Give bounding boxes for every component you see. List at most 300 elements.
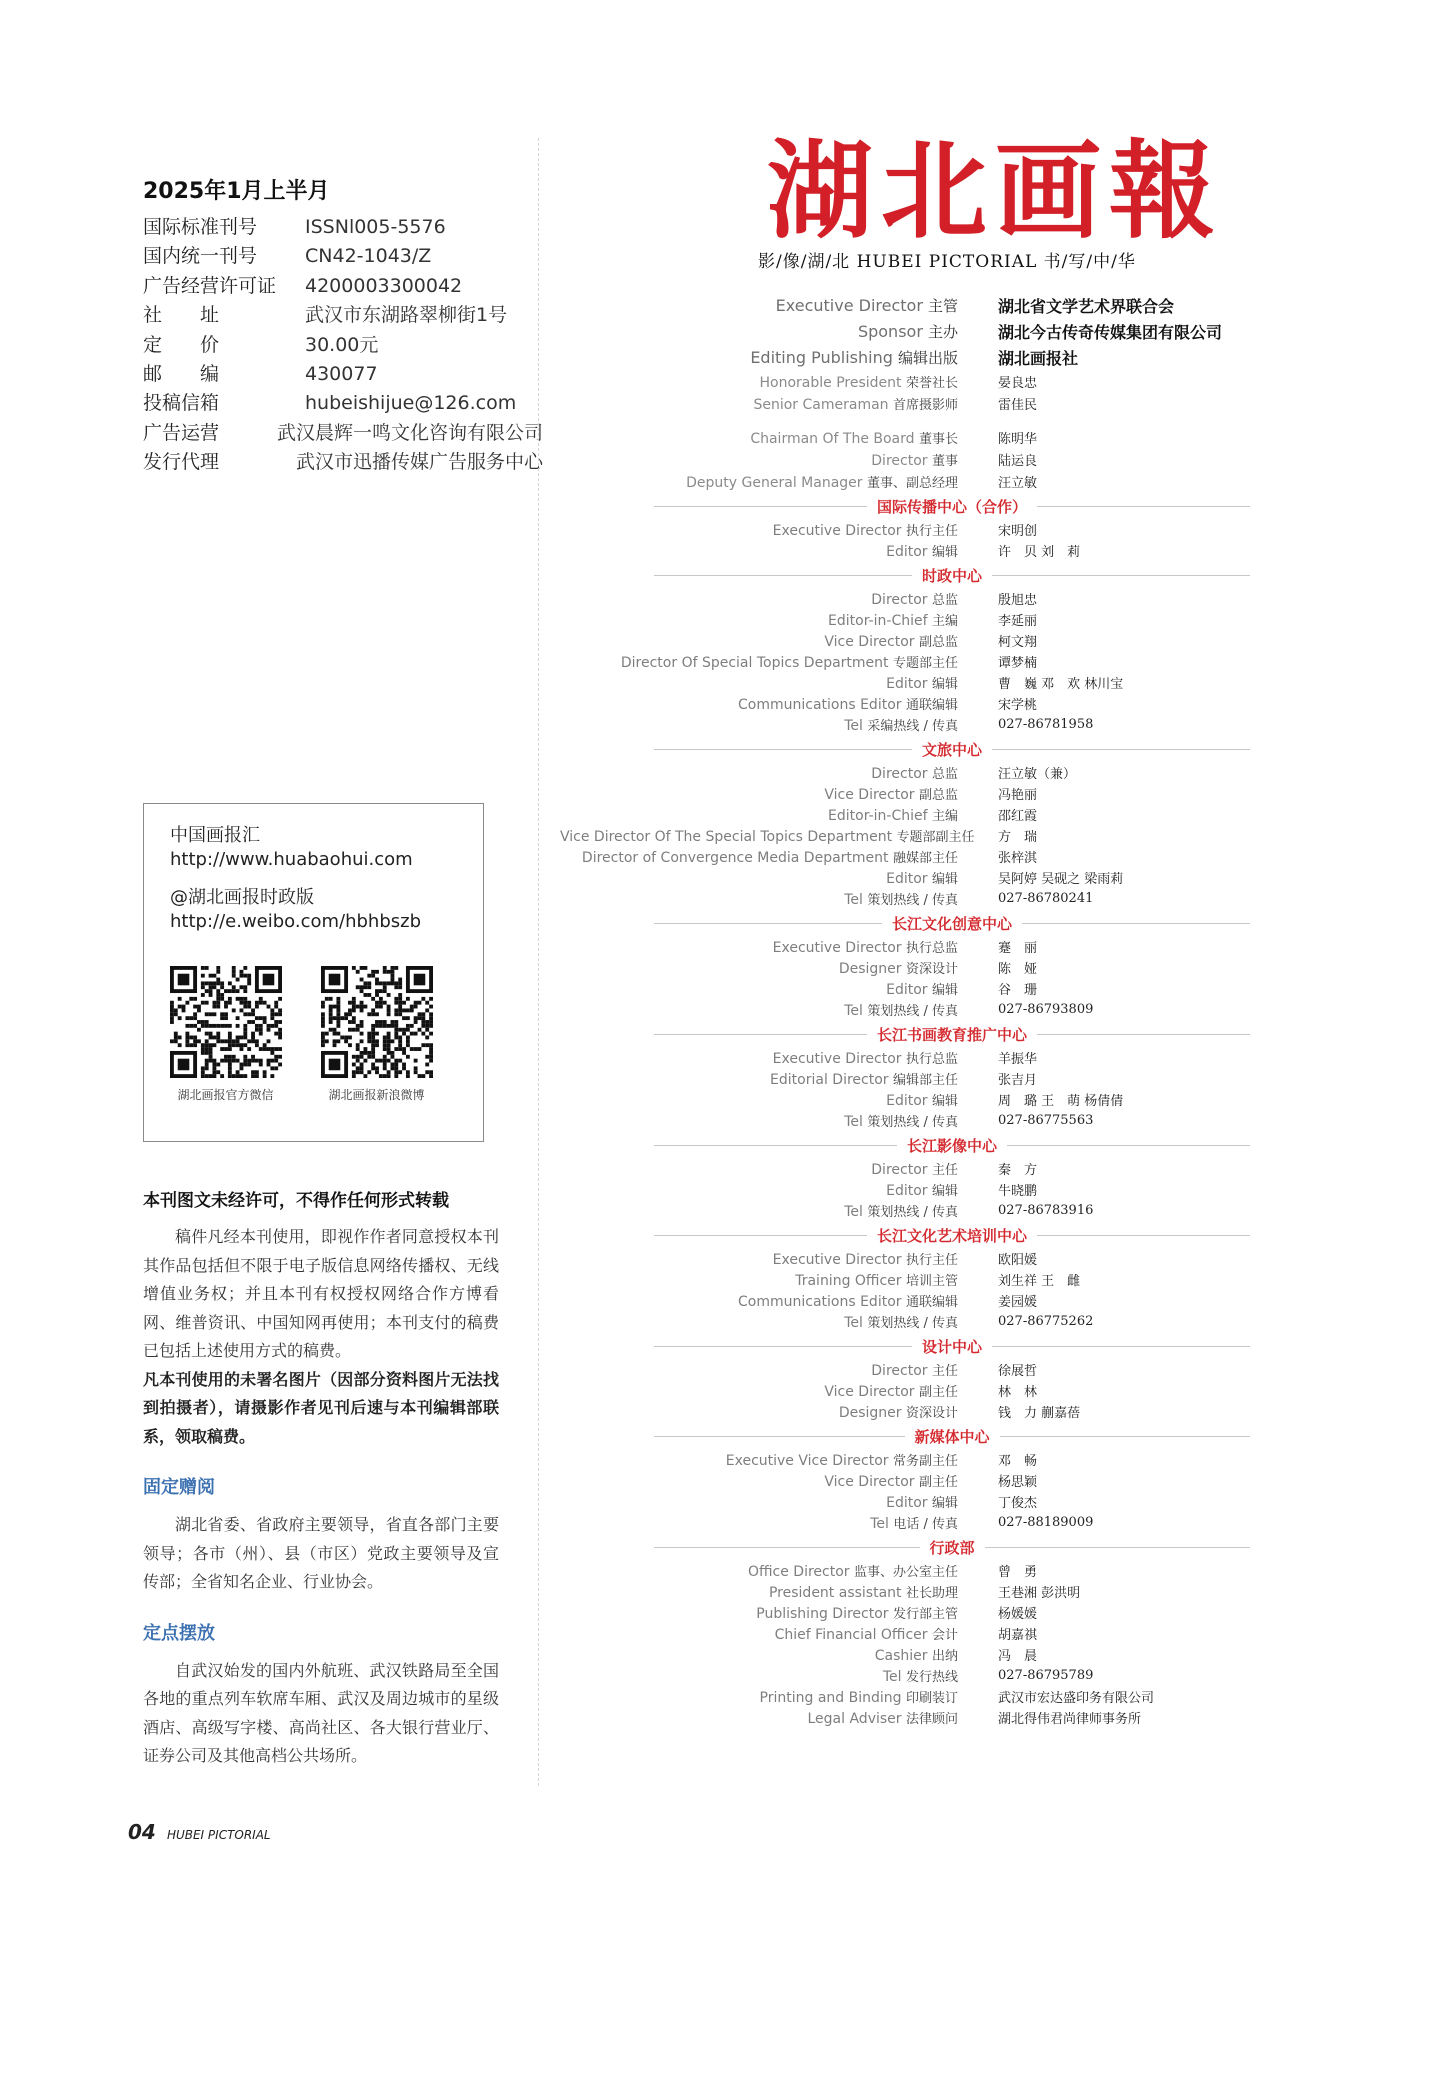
staff-role: President assistant 社长助理 [768,1585,958,1601]
staff-role: Vice Director 副主任 [824,1474,958,1490]
staff-masthead [560,292,1320,1728]
department-heading [560,1133,1320,1157]
staff-row [560,1068,1320,1089]
staff-row [560,804,1320,825]
page-footer [128,1820,271,1844]
staff-name: 欧阳媛 [998,1253,1038,1268]
info-label: 邮 编 [143,363,220,386]
staff-role: Executive Director 执行总监 [772,940,958,956]
staff-name: 邵红霞 [998,809,1038,824]
divider-line [654,1346,912,1347]
department-heading [560,563,1320,587]
info-list [143,213,543,478]
staff-role: Honorable President 荣誉社长 [759,374,958,391]
staff-name: 027-86781958 [998,717,1094,732]
staff-role-cn: 编辑 [931,872,958,887]
staff-name: 027-86775563 [998,1113,1094,1128]
staff-name: 吴阿婷 吴砚之 梁雨莉 [998,872,1124,887]
staff-row [560,1089,1320,1110]
staff-role-cn: 副主任 [918,1475,958,1490]
staff-role: Director 总监 [871,766,958,782]
staff-role: Communications Editor 通联编辑 [738,697,958,713]
gift-body: 湖北省委、省政府主要领导，省直各部门主要领导；各市（州）、县（市区）党政主要领导及宣传部；全省知名企业、行业协会。 [143,1515,499,1591]
staff-row [560,609,1320,630]
weibo-url[interactable]: http://e.weibo.com/hbhbszb [170,911,422,932]
staff-name: 汪立敏（兼） [998,767,1077,782]
staff-name: 林 林 [998,1385,1038,1400]
divider-line [654,923,882,924]
staff-role: Training Officer 培训主管 [795,1273,958,1289]
staff-name: 湖北省文学艺术界联合会 [998,296,1175,316]
staff-role: Executive Director 执行主任 [772,1252,958,1268]
staff-name: 曹 巍 邓 欢 林川宝 [998,677,1124,692]
staff-row [560,1560,1320,1581]
staff-role: Tel 策划热线 / 传真 [844,1114,958,1130]
staff-name: 晏良忠 [998,375,1038,391]
staff-role: Tel 策划热线 / 传真 [844,1204,958,1220]
copyright-section [143,1186,499,1771]
svg-text:湖北画報: 湖北画報 [767,128,1223,253]
staff-row [560,1290,1320,1311]
divider-line [654,1436,905,1437]
staff-role: Deputy General Manager 董事、副总经理 [686,474,958,491]
staff-name: 027-86793809 [998,1002,1094,1017]
qr-weibo-caption: 湖北画报新浪微博 [328,1088,425,1102]
staff-role-cn: 编辑 [931,677,958,692]
department-title: 新媒体中心 [914,1427,990,1446]
staff-role: Editorial Director 编辑部主任 [770,1072,958,1088]
staff-name: 宋明创 [998,524,1038,539]
site-url[interactable]: http://www.huabaohui.com [170,849,413,870]
staff-role-cn: 会计 [931,1628,958,1643]
staff-row [560,292,1320,318]
staff-role-cn: 专题部副主任 [896,830,975,845]
staff-role: Executive Vice Director 常务副主任 [725,1453,958,1469]
staff-name: 曾 勇 [998,1565,1038,1580]
staff-role: Executive Director 执行总监 [772,1051,958,1067]
staff-role-cn: 策划热线 / 传真 [867,1205,958,1220]
page-number: 04 [128,1820,156,1844]
staff-role-cn: 融媒部主任 [892,851,958,866]
column-divider [538,138,539,1786]
info-row [143,272,543,301]
staff-role: Vice Director 副总监 [824,787,958,803]
staff-row [560,783,1320,804]
masthead-title [760,120,1230,258]
staff-role: Editor 编辑 [886,676,958,692]
staff-name: 张梓淇 [998,851,1038,866]
staff-role-cn: 执行主任 [905,524,958,539]
staff-role-cn: 主办 [927,322,958,341]
staff-name: 宋学桃 [998,698,1038,713]
staff-name: 湖北画报社 [998,348,1079,368]
staff-name: 汪立敏 [998,475,1038,491]
staff-name: 羊振华 [998,1052,1038,1067]
staff-role-cn: 副主任 [918,1385,958,1400]
staff-row [560,1380,1320,1401]
staff-row [560,1644,1320,1665]
staff-role-cn: 社长助理 [905,1586,958,1601]
staff-row [560,957,1320,978]
staff-name: 雷佳民 [998,397,1038,413]
info-row [143,331,543,360]
divider-line [654,1547,920,1548]
staff-role: Printing and Binding 印刷装订 [759,1690,958,1706]
info-value: 武汉市迅播传媒广告服务中心 [295,451,543,474]
staff-role-cn: 专题部主任 [892,656,958,671]
staff-role: Vice Director 副总监 [824,634,958,650]
staff-role: Editor 编辑 [886,1093,958,1109]
info-value: hubeishijue@126.com [305,392,517,415]
staff-role-cn: 董事长 [918,431,958,447]
divider-line [992,575,1250,576]
staff-row [560,888,1320,909]
qr-weibo [319,966,434,1103]
masthead-logo [760,120,1230,258]
staff-name: 丁俊杰 [998,1496,1038,1511]
staff-name: 李延丽 [998,614,1038,629]
info-value: 30.00元 [305,333,379,356]
staff-role-cn: 发行部主管 [892,1607,958,1622]
placement-heading: 定点摆放 [143,1622,215,1644]
staff-row [560,1581,1320,1602]
divider-line [654,1235,867,1236]
staff-row [560,519,1320,540]
staff-row [560,825,1320,846]
staff-role-cn: 资深设计 [905,1406,958,1421]
staff-name: 027-88189009 [998,1515,1094,1530]
staff-role: Director 总监 [871,592,958,608]
staff-role-cn: 执行主任 [905,1253,958,1268]
staff-role: Editor 编辑 [886,871,958,887]
info-row [143,301,543,330]
staff-name: 陈 娅 [998,962,1038,977]
staff-role: Sponsor 主办 [857,321,958,341]
footer-magazine: HUBEI PICTORIAL [166,1828,271,1842]
staff-role-cn: 资深设计 [905,962,958,977]
divider-line [1007,1145,1250,1146]
divider-line [1000,1436,1251,1437]
divider-line [1022,923,1250,924]
staff-role-cn: 董事、副总经理 [866,475,958,491]
divider-line [654,749,912,750]
staff-role-cn: 常务副主任 [892,1454,958,1469]
department-heading [560,911,1320,935]
staff-name: 冯 晨 [998,1649,1038,1664]
staff-name: 柯文翔 [998,635,1038,650]
info-value: ISSNl005-5576 [305,216,446,238]
staff-role: Tel 采编热线 / 传真 [844,718,958,734]
staff-row [560,470,1320,492]
staff-name: 杨媛媛 [998,1607,1038,1622]
qr-wechat-caption: 湖北画报官方微信 [177,1088,274,1102]
staff-role-cn: 策划热线 / 传真 [867,893,958,908]
department-title: 国际传播中心（合作） [877,497,1028,516]
staff-row [560,672,1320,693]
staff-role-cn: 印刷装订 [905,1691,958,1706]
department-heading [560,1223,1320,1247]
staff-role: Tel 电话 / 传真 [870,1516,958,1532]
staff-role: Communications Editor 通联编辑 [738,1294,958,1310]
issue-date: 2025年1月上半月 [143,179,330,204]
staff-row [560,1707,1320,1728]
staff-name: 冯艳丽 [998,788,1038,803]
staff-role-cn: 监事、办公室主任 [853,1565,958,1580]
staff-row [560,1179,1320,1200]
staff-role-cn: 法律顾问 [905,1712,958,1727]
divider-line [1037,1034,1250,1035]
staff-role-cn: 执行总监 [905,941,958,956]
staff-role: Tel 策划热线 / 传真 [844,1003,958,1019]
staff-name: 027-86775262 [998,1314,1094,1329]
spacer [560,414,1320,426]
staff-role-cn: 编辑部主任 [892,1073,958,1088]
staff-role: Editor 编辑 [886,982,958,998]
info-label: 社 址 [143,304,220,327]
staff-role: Director 主任 [871,1363,958,1379]
info-label: 广告运营 [143,421,220,444]
info-value: CN42-1043/Z [305,245,432,268]
staff-role-cn: 总监 [931,767,958,782]
info-value: 430077 [305,363,378,386]
staff-role-cn: 电话 / 传真 [893,1517,958,1532]
staff-role-cn: 编辑 [931,983,958,998]
staff-row [560,846,1320,867]
copyright-body: 稿件凡经本刊使用，即视作作者同意授权本刊其作品包括但不限于电子版信息网络传播权、无线增值业务权；并且本刊有权授权网络合作方博看网、维普资讯、中国知网再使用；本刊支付的稿费已包括上述使用方式的稿费。 [143,1227,499,1360]
info-row [143,360,543,389]
staff-name: 武汉市宏达盛印务有限公司 [998,1691,1155,1706]
publication-info [143,174,543,478]
staff-role-cn: 编辑 [931,1094,958,1109]
staff-role-cn: 董事 [931,453,958,469]
staff-row [560,1491,1320,1512]
staff-role: Editor-in-Chief 主编 [828,808,958,824]
staff-row [560,936,1320,957]
staff-name: 胡嘉祺 [998,1628,1038,1643]
masthead-tagline: 影/像/湖/北 HUBEI PICTORIAL 书/写/中/华 [758,252,1136,272]
staff-role-cn: 出纳 [931,1649,958,1664]
staff-role: Tel 策划热线 / 传真 [844,892,958,908]
staff-role-cn: 编辑出版 [897,348,958,367]
department-title: 长江文化艺术培训中心 [877,1226,1028,1245]
weibo-name: @湖北画报时政版 [170,887,314,908]
staff-row [560,1512,1320,1533]
staff-role-cn: 发行热线 [905,1670,958,1685]
staff-row [560,999,1320,1020]
staff-name: 张吉月 [998,1073,1038,1088]
staff-row [560,448,1320,470]
staff-role: Director of Convergence Media Department 融媒部主任 [581,850,958,866]
staff-role: Cashier 出纳 [874,1648,958,1664]
weibo-qr-code [321,966,433,1078]
divider-line [992,1346,1250,1347]
info-label: 国际标准刊号 [143,216,258,238]
staff-name: 许 贝 刘 莉 [998,545,1081,560]
staff-row [560,1110,1320,1131]
links-box [143,803,484,1142]
staff-role-cn: 副总监 [918,788,958,803]
staff-name: 湖北得伟君尚律师事务所 [998,1712,1142,1727]
department-heading [560,737,1320,761]
staff-role-cn: 通联编辑 [905,1295,958,1310]
divider-line [654,506,867,507]
staff-role: Executive Director 执行主任 [772,523,958,539]
staff-row [560,1602,1320,1623]
info-value: 武汉市东湖路翠柳街1号 [305,304,508,327]
staff-role: Office Director 监事、办公室主任 [747,1564,958,1580]
department-title: 设计中心 [922,1337,983,1356]
staff-name: 邓 畅 [998,1454,1038,1469]
staff-role: Editor 编辑 [886,544,958,560]
staff-name: 秦 方 [998,1163,1038,1178]
department-title: 长江书画教育推广中心 [877,1025,1028,1044]
divider-line [1037,1235,1250,1236]
staff-row [560,1158,1320,1179]
divider-line [654,1034,867,1035]
department-title: 时政中心 [922,566,983,585]
staff-role-cn: 主任 [931,1364,958,1379]
info-row [143,448,543,477]
staff-name: 钱 力 蒯嘉蓓 [998,1406,1081,1421]
staff-role: Tel 发行热线 [882,1669,958,1685]
info-row [143,419,543,448]
staff-name: 徐展哲 [998,1364,1038,1379]
staff-row [560,867,1320,888]
info-value: 4200003300042 [305,274,463,297]
department-heading [560,1535,1320,1559]
qr-wechat [168,966,283,1103]
info-label: 国内统一刊号 [143,245,258,268]
staff-row [560,693,1320,714]
info-label: 广告经营许可证 [143,274,277,297]
staff-role-cn: 首席摄影师 [892,397,958,413]
info-row [143,242,543,271]
staff-row [560,1269,1320,1290]
wechat-qr-code [170,966,282,1078]
staff-role-cn: 主任 [931,1163,958,1178]
staff-row [560,762,1320,783]
staff-name: 王巷湘 彭洪明 [998,1586,1081,1601]
staff-row [560,392,1320,414]
staff-role: Editor 编辑 [886,1495,958,1511]
divider-line [985,1547,1251,1548]
staff-row [560,1449,1320,1470]
department-title: 长江影像中心 [907,1136,998,1155]
staff-role-cn: 主编 [931,614,958,629]
info-row [143,389,543,418]
staff-role-cn: 策划热线 / 传真 [867,1115,958,1130]
site-name: 中国画报汇 [170,825,260,846]
info-label: 定 价 [143,333,220,356]
copyright-title: 本刊图文未经许可，不得作任何形式转载 [143,1191,449,1211]
staff-name: 方 瑞 [998,830,1038,845]
divider-line [654,575,912,576]
department-title: 行政部 [929,1538,975,1557]
info-label: 投稿信箱 [143,392,220,415]
info-label: 发行代理 [143,451,220,474]
staff-row [560,978,1320,999]
staff-role-cn: 荣誉社长 [905,375,958,391]
staff-role-cn: 采编热线 / 传真 [867,719,958,734]
staff-role: Chief Financial Officer 会计 [774,1627,958,1643]
staff-role: Editing Publishing 编辑出版 [750,347,958,367]
divider-line [654,1145,897,1146]
staff-role: Tel 策划热线 / 传真 [844,1315,958,1331]
info-row [143,213,543,242]
staff-row [560,651,1320,672]
department-title: 文旅中心 [922,740,983,759]
department-heading [560,1022,1320,1046]
staff-role: Legal Adviser 法律顾问 [807,1711,958,1727]
staff-row [560,1311,1320,1332]
staff-role-cn: 主管 [927,296,958,315]
staff-row [560,1686,1320,1707]
gift-heading: 固定赠阅 [143,1477,215,1498]
qr-codes [168,966,434,1103]
staff-row [560,540,1320,561]
staff-role-cn: 副总监 [918,635,958,650]
staff-row [560,426,1320,448]
staff-row [560,370,1320,392]
staff-name: 027-86783916 [998,1203,1094,1218]
staff-role-cn: 编辑 [931,1184,958,1199]
staff-name: 刘生祥 王 雌 [998,1274,1081,1289]
staff-role: Editor 编辑 [886,1183,958,1199]
staff-role-cn: 总监 [931,593,958,608]
staff-row [560,344,1320,370]
staff-row [560,588,1320,609]
staff-name: 陆运良 [998,453,1038,469]
staff-role: Director Of Special Topics Department 专题部主任 [620,655,958,671]
staff-row [560,714,1320,735]
staff-name: 027-86780241 [998,891,1094,906]
staff-role: Vice Director Of The Special Topics Department 专题部副主任 [560,829,975,845]
staff-role-cn: 策划热线 / 传真 [867,1316,958,1331]
staff-row [560,1401,1320,1422]
staff-name: 陈明华 [998,431,1038,447]
staff-name: 周 璐 王 萌 杨倩倩 [998,1094,1124,1109]
staff-name: 027-86795789 [998,1668,1094,1683]
staff-role: Vice Director 副主任 [824,1384,958,1400]
staff-row [560,630,1320,651]
staff-name: 谭梦楠 [998,656,1038,671]
staff-role-cn: 培训主管 [905,1274,958,1289]
staff-role: Designer 资深设计 [838,961,958,977]
department-title: 长江文化创意中心 [892,914,1013,933]
staff-name: 杨思颖 [998,1475,1038,1490]
staff-name: 谷 珊 [998,983,1038,998]
divider-line [992,749,1250,750]
staff-name: 蹇 丽 [998,941,1038,956]
staff-row [560,1665,1320,1686]
staff-name: 殷旭忠 [998,593,1038,608]
placement-body: 自武汉始发的国内外航班、武汉铁路局至全国各地的重点列车软席车厢、武汉及周边城市的星级酒店、高级写字楼、高尚社区、各大银行营业厅、证券公司及其他高档公共场所。 [143,1660,499,1765]
staff-row [560,1200,1320,1221]
info-value: 武汉晨辉一鸣文化咨询有限公司 [276,421,543,444]
staff-role: Designer 资深设计 [838,1405,958,1421]
staff-row [560,1623,1320,1644]
staff-role: Editor-in-Chief 主编 [828,613,958,629]
staff-role: Director 董事 [871,452,958,469]
staff-role: Executive Director 主管 [775,295,958,315]
staff-row [560,1047,1320,1068]
department-heading [560,494,1320,518]
divider-line [1037,506,1250,507]
department-heading [560,1334,1320,1358]
staff-role: Director 主任 [871,1162,958,1178]
staff-role-cn: 策划热线 / 传真 [867,1004,958,1019]
staff-role: Publishing Director 发行部主管 [756,1606,958,1622]
